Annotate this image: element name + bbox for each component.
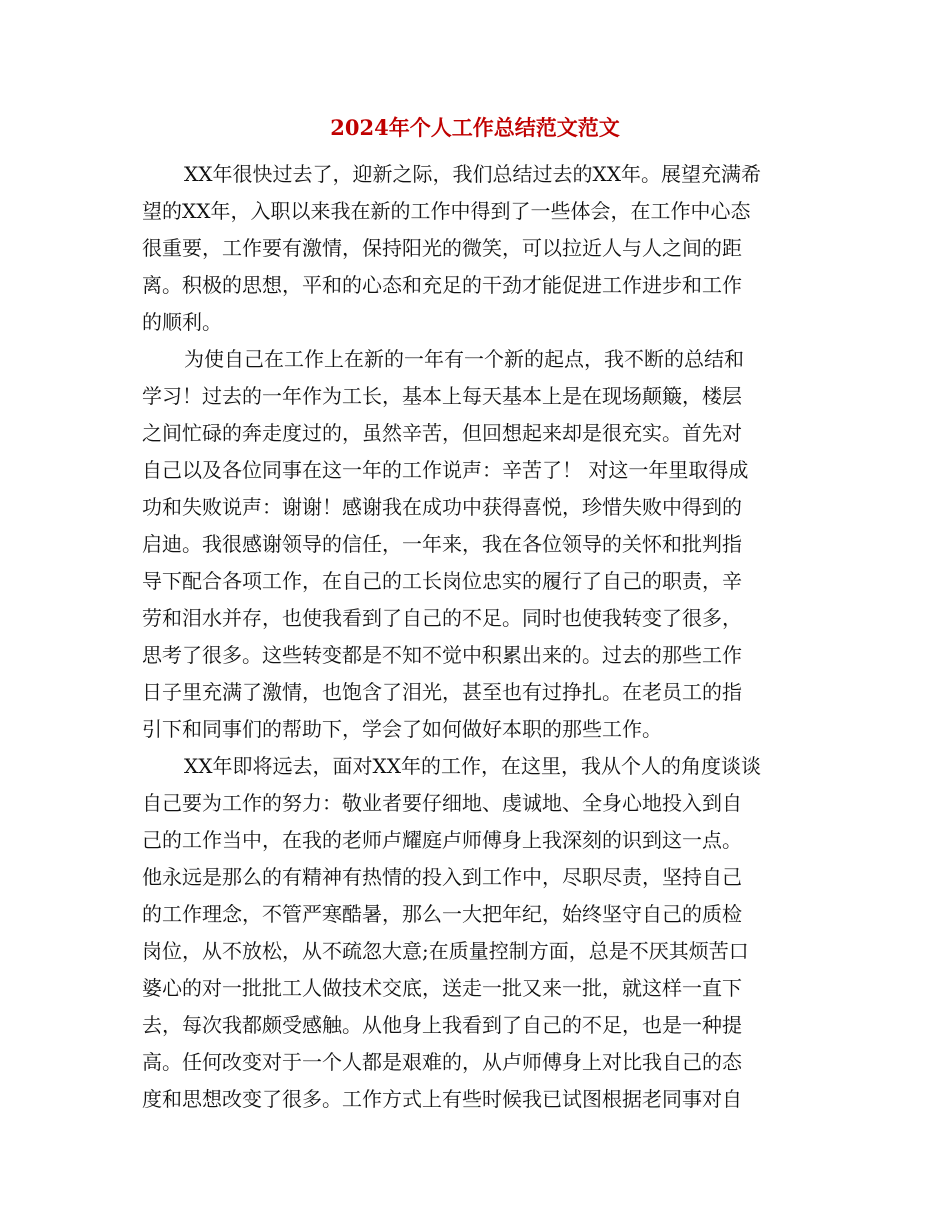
text-line: XX年即将远去，面对XX年的工作，在这里，我从个人的角度谈谈	[184, 754, 761, 778]
document-body	[142, 156, 800, 1118]
text-line: 离。积极的思想，平和的心态和充足的干劲才能促进工作进步和工作	[142, 273, 742, 297]
text-line: 功和失败说声：谢谢！感谢我在成功中获得喜悦，珍惜失败中得到的	[142, 495, 742, 519]
document-title: 2024年个人工作总结范文范文	[330, 115, 620, 140]
text-line: 很重要，工作要有激情，保持阳光的微笑，可以拉近人与人之间的距	[142, 236, 742, 260]
text-line: XX年很快过去了，迎新之际，我们总结过去的XX年。展望充满希	[184, 162, 761, 186]
text-line: 学习！过去的一年作为工长，基本上每天基本上是在现场颠簸，楼层	[142, 384, 742, 408]
paragraph-2	[142, 341, 800, 748]
text-line: 劳和泪水并存，也使我看到了自己的不足。同时也使我转变了很多，	[142, 606, 742, 630]
text-line: 的顺利。	[142, 310, 222, 334]
text-line: 高。任何改变对于一个人都是艰难的，从卢师傅身上对比我自己的态	[142, 1050, 742, 1074]
text-line: 为使自己在工作上在新的一年有一个新的起点，我不断的总结和	[184, 347, 744, 371]
text-line: 自己以及各位同事在这一年的工作说声：辛苦了！ 对这一年里取得成	[142, 458, 749, 482]
text-line: 他永远是那么的有精神有热情的投入到工作中，尽职尽责，坚持自己	[142, 865, 742, 889]
text-line: 度和思想改变了很多。工作方式上有些时候我已试图根据老同事对自	[142, 1087, 742, 1111]
text-line: 的工作理念，不管严寒酷暑，那么一大把年纪，始终坚守自己的质检	[142, 902, 742, 926]
text-line: 去，每次我都颇受感触。从他身上我看到了自己的不足，也是一种提	[142, 1013, 742, 1037]
text-line: 婆心的对一批批工人做技术交底，送走一批又来一批，就这样一直下	[142, 976, 742, 1000]
text-line: 之间忙碌的奔走度过的，虽然辛苦，但回想起来却是很充实。首先对	[142, 421, 742, 445]
text-line: 岗位，从不放松，从不疏忽大意;在质量控制方面，总是不厌其烦苦口	[142, 939, 749, 963]
text-line: 导下配合各项工作，在自己的工长岗位忠实的履行了自己的职责，辛	[142, 569, 742, 593]
text-line: 自己要为工作的努力：敬业者要仔细地、虔诚地、全身心地投入到自	[142, 791, 742, 815]
paragraph-3	[142, 748, 800, 1118]
text-line: 思考了很多。这些转变都是不知不觉中积累出来的。过去的那些工作	[142, 643, 742, 667]
text-line: 日子里充满了激情，也饱含了泪光，甚至也有过挣扎。在老员工的指	[142, 680, 742, 704]
text-line: 引下和同事们的帮助下，学会了如何做好本职的那些工作。	[142, 717, 662, 741]
paragraph-1	[142, 156, 800, 341]
text-line: 己的工作当中，在我的老师卢耀庭卢师傅身上我深刻的识到这一点。	[142, 828, 742, 852]
text-line: 启迪。我很感谢领导的信任，一年来，我在各位领导的关怀和批判指	[142, 532, 742, 556]
text-line: 望的XX年，入职以来我在新的工作中得到了一些体会，在工作中心态	[142, 199, 751, 223]
